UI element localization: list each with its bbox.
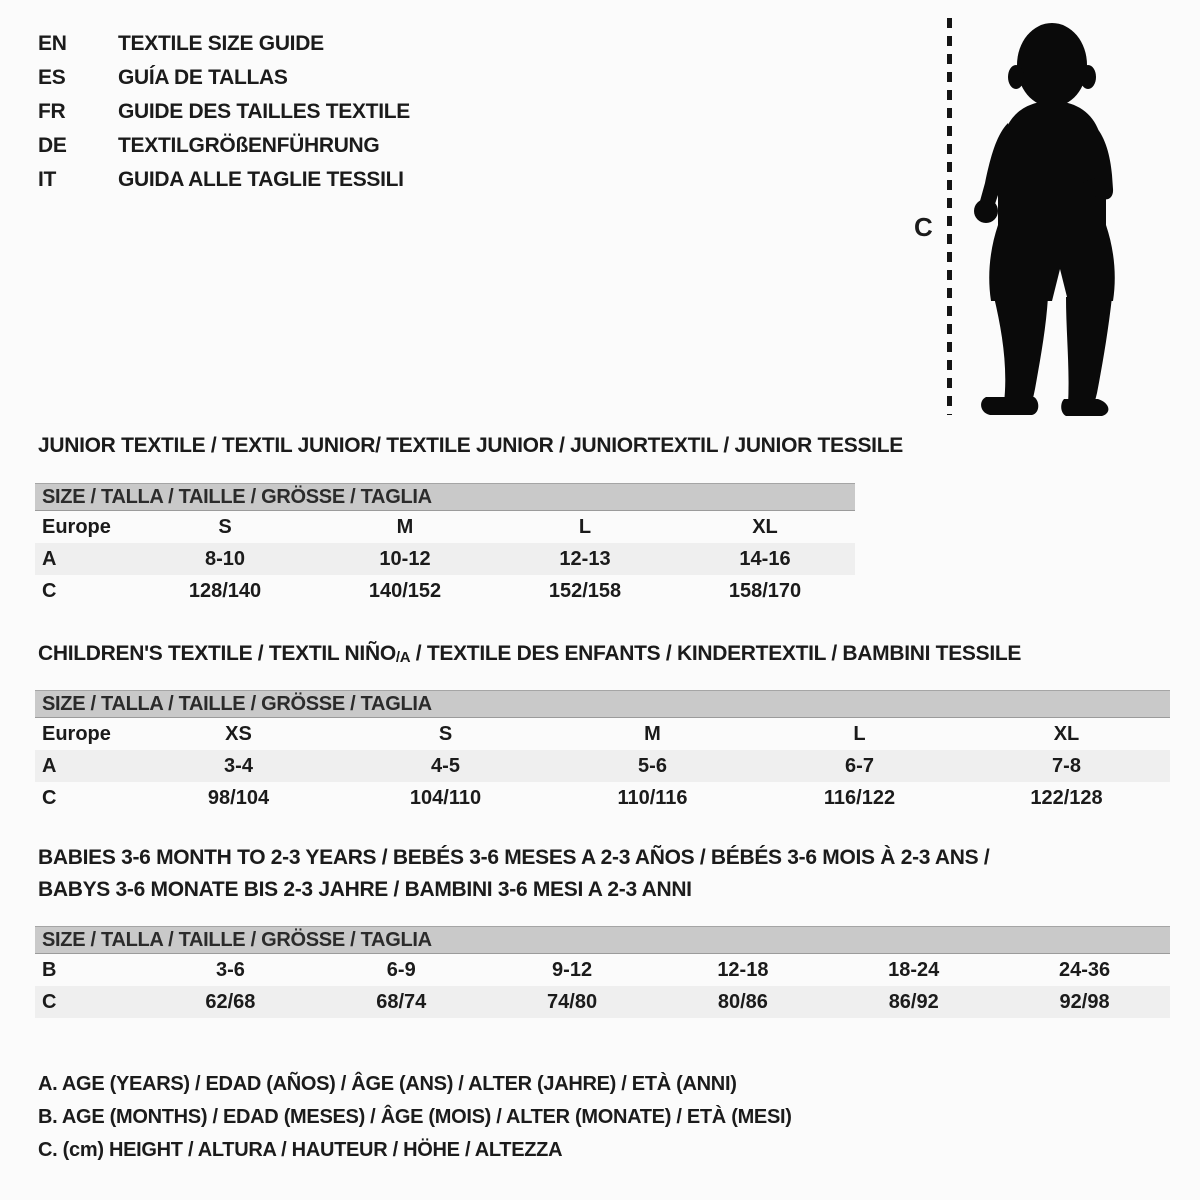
row-label: B [42, 958, 57, 981]
language-code: ES [38, 66, 66, 89]
size-cell: XS [225, 722, 252, 745]
children-row-age-years [35, 750, 1170, 782]
size-cell: M [644, 722, 661, 745]
size-cell: S [218, 515, 232, 538]
row-label: C [42, 786, 57, 809]
junior-section-heading: JUNIOR TEXTILE / TEXTIL JUNIOR/ TEXTILE JUNIOR / JUNIORTEXTIL / JUNIOR TESSILE [38, 434, 903, 457]
age-cell: 24-36 [1058, 958, 1111, 981]
language-row-it [38, 163, 410, 197]
children-row-europe [35, 718, 1170, 750]
height-cell: 92/98 [1059, 990, 1110, 1013]
language-row-en [38, 27, 410, 61]
height-cell: 68/74 [376, 990, 427, 1013]
age-cell: 10-12 [379, 547, 431, 570]
height-cell: 122/128 [1030, 786, 1103, 809]
language-row-fr [38, 95, 410, 129]
height-cell: 62/68 [205, 990, 256, 1013]
height-cell: 80/86 [717, 990, 768, 1013]
language-code: IT [38, 168, 57, 191]
age-cell: 3-4 [224, 754, 253, 777]
babies-row-age-months [35, 954, 1170, 986]
age-cell: 6-7 [845, 754, 874, 777]
row-label: A [42, 547, 57, 570]
age-cell: 12-13 [559, 547, 611, 570]
babies-section-heading-line2: BABYS 3-6 MONATE BIS 2-3 JAHRE / BAMBINI 3-6 MESI A 2-3 ANNI [38, 878, 692, 901]
row-label: Europe [42, 722, 111, 745]
guide-title: GUÍA DE TALLAS [118, 66, 288, 89]
measurement-legend [38, 1068, 792, 1167]
children-heading-after: / TEXTILE DES ENFANTS / KINDERTEXTIL / BAMBINI TESSILE [410, 642, 1022, 665]
guide-title: TEXTILGRÖßENFÜHRUNG [118, 134, 380, 157]
junior-size-header-bar: SIZE / TALLA / TAILLE / GRÖSSE / TAGLIA [35, 483, 855, 511]
junior-size-table [35, 483, 855, 607]
babies-size-header-bar: SIZE / TALLA / TAILLE / GRÖSSE / TAGLIA [35, 926, 1170, 954]
children-size-header-bar: SIZE / TALLA / TAILLE / GRÖSSE / TAGLIA [35, 690, 1170, 718]
age-cell: 6-9 [386, 958, 416, 981]
age-cell: 18-24 [888, 958, 940, 981]
height-cell: 104/110 [409, 786, 482, 809]
row-label: C [42, 579, 57, 602]
legend-line-c: C. (cm) HEIGHT / ALTURA / HAUTEUR / HÖHE / ALTEZZA [38, 1139, 563, 1161]
children-row-height-cm [35, 782, 1170, 814]
language-row-de [38, 129, 410, 163]
junior-row-age-years [35, 543, 855, 575]
height-dashed-line [947, 18, 952, 415]
language-code: EN [38, 32, 67, 55]
size-cell: M [396, 515, 414, 538]
row-label: A [42, 754, 57, 777]
children-section-heading [38, 642, 1021, 666]
toddler-silhouette-icon [962, 16, 1140, 418]
age-cell: 4-5 [431, 754, 460, 777]
babies-row-height-cm [35, 986, 1170, 1018]
height-cell: 74/80 [547, 990, 598, 1013]
height-cell: 116/122 [823, 786, 896, 809]
age-cell: 7-8 [1052, 754, 1081, 777]
height-cell: 86/92 [888, 990, 939, 1013]
height-cell: 158/170 [728, 579, 802, 602]
height-cell: 140/152 [368, 579, 442, 602]
babies-section-heading-line1: BABIES 3-6 MONTH TO 2-3 YEARS / BEBÉS 3-6 MESES A 2-3 AÑOS / BÉBÉS 3-6 MOIS À 2-3 ANS / [38, 846, 990, 869]
age-cell: 8-10 [204, 547, 246, 570]
children-size-table [35, 690, 1170, 814]
row-label: Europe [42, 515, 111, 538]
legend-line-b: B. AGE (MONTHS) / EDAD (MESES) / ÂGE (MOIS) / ALTER (MONATE) / ETÀ (MESI) [38, 1106, 792, 1128]
age-cell: 5-6 [638, 754, 667, 777]
junior-row-europe [35, 511, 855, 543]
language-row-es [38, 61, 410, 95]
babies-size-table [35, 926, 1170, 1018]
height-cell: 152/158 [548, 579, 622, 602]
language-title-list [38, 27, 410, 197]
children-heading-before: CHILDREN'S TEXTILE / TEXTIL NIÑO [38, 642, 396, 665]
junior-row-height-cm [35, 575, 855, 607]
size-cell: XL [752, 515, 778, 538]
size-cell: XL [1053, 722, 1080, 745]
height-cell: 98/104 [207, 786, 270, 809]
guide-title: GUIDE DES TAILLES TEXTILE [118, 100, 410, 123]
size-cell: L [578, 515, 592, 538]
language-code: FR [38, 100, 66, 123]
language-code: DE [38, 134, 67, 157]
size-cell: L [853, 722, 866, 745]
size-cell: S [438, 722, 453, 745]
age-cell: 9-12 [552, 958, 593, 981]
children-heading-subscript: /A [395, 649, 411, 666]
age-cell: 12-18 [717, 958, 769, 981]
guide-title: GUIDA ALLE TAGLIE TESSILI [118, 168, 404, 191]
height-cell: 110/116 [617, 786, 688, 809]
guide-title: TEXTILE SIZE GUIDE [118, 32, 324, 55]
legend-line-a: A. AGE (YEARS) / EDAD (AÑOS) / ÂGE (ANS) / ALTER (JAHRE) / ETÀ (ANNI) [38, 1073, 737, 1095]
height-cell: 128/140 [188, 579, 262, 602]
age-cell: 3-6 [215, 958, 245, 981]
height-measure-label: C [914, 212, 933, 242]
age-cell: 14-16 [739, 547, 791, 570]
row-label: C [42, 990, 57, 1013]
